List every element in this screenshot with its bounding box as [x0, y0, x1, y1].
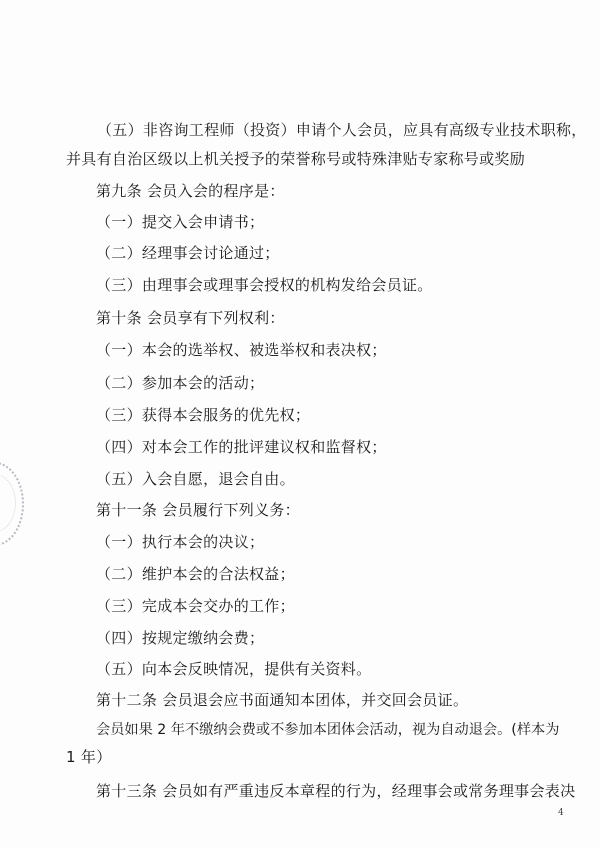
list-item: （三）获得本会服务的优先权；	[96, 406, 311, 424]
paragraph-line: （五）非咨询工程师（投资）申请个人会员，应具有高级专业技术职称，	[97, 121, 587, 139]
list-item: （五）向本会反映情况，提供有关资料。	[96, 660, 372, 678]
list-item: （二）参加本会的活动；	[96, 374, 265, 392]
list-item: （三）由理事会或理事会授权的机构发给会员证。	[96, 276, 433, 294]
article-heading: 第十三条 会员如有严重违反本章程的行为，经理事会或常务理事会表决	[96, 782, 576, 800]
list-item: （三）完成本会交办的工作；	[96, 597, 295, 615]
list-item: （一）执行本会的决议；	[96, 533, 265, 551]
paragraph-line: 并具有自治区级以上机关授予的荣誉称号或特殊津贴专家称号或奖励	[66, 150, 526, 168]
article-heading: 第十一条 会员履行下列义务：	[96, 501, 300, 519]
article-heading: 第十二条 会员退会应书面通知本团体，并交回会员证。	[96, 691, 469, 709]
list-item: （一）本会的选举权、被选举权和表决权；	[96, 341, 387, 359]
list-item: （二）维护本会的合法权益；	[96, 565, 295, 583]
list-item: （二）经理事会讨论通过；	[96, 244, 280, 262]
list-item: （五）入会自愿，退会自由。	[96, 470, 295, 488]
page-number: 4	[558, 808, 564, 818]
article-heading: 第十条 会员享有下列权利：	[96, 309, 285, 327]
list-item: （四）对本会工作的批评建议权和监督权；	[96, 438, 387, 456]
paragraph-line: 会员如果 2 年不缴纳会费或不参加本团体会活动，视为自动退会。(样本为	[96, 722, 560, 738]
article-heading: 第九条 会员入会的程序是：	[96, 182, 285, 200]
list-item: （四）按规定缴纳会费；	[96, 629, 265, 647]
paragraph-line: 1 年）	[66, 748, 112, 766]
list-item: （一）提交入会申请书；	[96, 213, 265, 231]
